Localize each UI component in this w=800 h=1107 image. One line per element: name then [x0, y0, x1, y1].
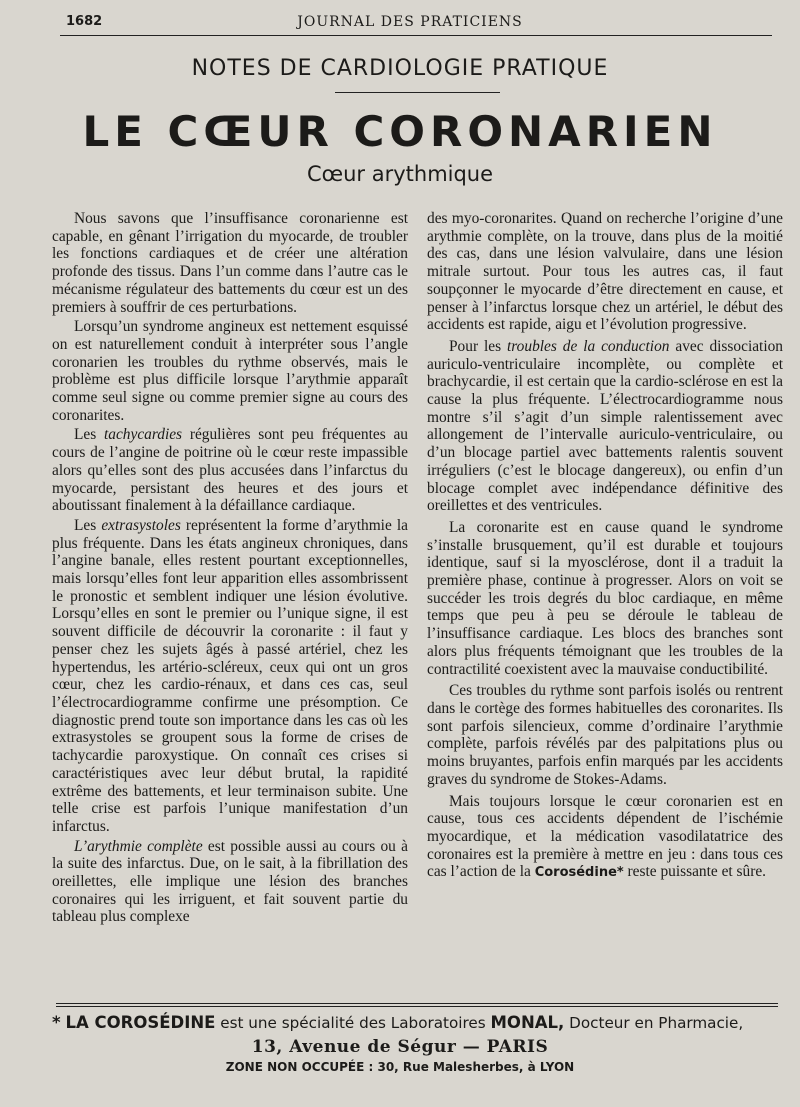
paragraph: Lorsqu’un syndrome angineux est nettement esquissé on est naturellement conduit à interpréter sous l’angle coronarien les troubles du rythme observés, mais le problème est plus difficile lorsque l’arythmie apparaît comme seul signe ou comme premier signe au cours des coronarites.: [52, 318, 408, 424]
text-run: Pour les: [449, 337, 507, 355]
advert-zone: [0, 1060, 800, 1074]
footer-rule: [56, 1003, 778, 1004]
paragraph: [52, 426, 408, 515]
title-divider: [335, 92, 500, 93]
advert-line: [52, 1013, 792, 1032]
text-run: Les: [74, 426, 104, 444]
text-run: reste puissante et sûre.: [623, 863, 767, 881]
journal-name: JOURNAL DES PRATICIENS: [297, 14, 523, 30]
right-column: [427, 210, 783, 886]
product-name: Corosédine*: [534, 865, 624, 881]
advert-text: est une spécialité des Laboratoires: [215, 1014, 491, 1032]
emphasis: extrasystoles: [101, 516, 181, 534]
emphasis: troubles de la conduction: [506, 337, 670, 355]
section-title: NOTES DE CARDIOLOGIE PRATIQUE: [191, 56, 609, 81]
text-run: régulières sont peu fréquentes au cours de l’angine de poitrine où le cœur reste impassible alors qu’elles sont des plus accusées dans l’infarctus du myocarde, persistant des heures et des jours et aboutissant finalement à la défaillance cardiaque.: [52, 426, 408, 515]
running-head: [60, 12, 760, 34]
left-column: [52, 210, 408, 928]
footer-rule-thin: [56, 1006, 778, 1007]
text-run: Les: [74, 516, 102, 534]
zone-address: 30, Rue Malesherbes, à LYON: [373, 1060, 575, 1074]
paragraph: Nous savons que l’insuffisance coronarienne est capable, en gênant l’irrigation du myocarde, de troubler les fonctions cardiaques et de créer une altération profonde des tissus. Dans l’un comme dans l’autre cas le mécanisme régulateur des battements du cœur est un des premiers à souffrir de ces perturbations.: [52, 210, 408, 316]
emphasis: L’arythmie complète: [74, 837, 203, 855]
text-run: avec dissociation auriculo-ventriculaire incomplète, ou complète et brachycardie, il est certain que la cardio-sclérose en est la cause la plus fréquente. L’électrocardiogramme nous montre s’il s’agit d’un simple ralentissement avec allongement de l’intervalle auriculo-ventriculaire, ou d’un blocage partiel avec battements ralentis souvent irréguliers (c’est le blocage dangereux), ou enfin d’un blocage complet avec indépendance définitive des oreillettes et des ventricules.: [427, 337, 783, 515]
advert-lab: MONAL,: [490, 1013, 565, 1032]
emphasis: tachycardies: [103, 426, 183, 444]
text-run: est possible aussi au cours ou à la suite des infarctus. Due, on le sait, à la fibrillation des oreillettes, elle implique une lésion des branches coronaires qui les irriguent, et fait souvent partie du tableau plus complexe: [52, 837, 408, 926]
article-subtitle: Cœur arythmique: [306, 162, 494, 186]
header-rule: [60, 35, 772, 36]
advert-product: LA COROSÉDINE: [65, 1013, 216, 1032]
page-number: 1682: [66, 14, 103, 29]
paragraph: [52, 838, 408, 927]
advert-text: Docteur en Pharmacie,: [564, 1014, 744, 1032]
text-run: représentent la forme d’arythmie la plus fréquente. Dans les états angineux chroniques, dans l’angine banale, elles restent pourtant exceptionnelles, mais lorsqu’elles font leur apparition elles assombrissent le pronostic et semblent indiquer une lésion évolutive. Lorsqu’elles en sont le premier ou l’unique signe, il est souvent difficile de découvrir la coronarite : il faut y penser chez les sujets âgés à passé artériel, chez les hypertendus, les artério-scléreux, ceux qui ont un gros cœur, chez les cardio-rénaux, et dans ces cas, seul l’électrocardiogramme confirme une présomption. Ce diagnostic prend toute son importance dans les cas où les extrasystoles se groupent sous la forme de crises de tachycardie paroxystique. On connaît ces crises si caractéristiques avec leur début brutal, la rapidité extrême des battements, et leur terminaison subite. Une telle crise est parfois l’unique manifestation d’un infarctus.: [52, 516, 408, 835]
paragraph: [427, 793, 783, 883]
asterisk: *: [52, 1013, 61, 1032]
paragraph: Ces troubles du rythme sont parfois isolés ou rentrent dans le cortège des formes habituelles des coronarites. Ils sont parfois silencieux, comme d’ordinaire l’arythmie complète, parfois révélés par des palpitations plus ou moins bruyantes, parfois enfin marqués par les accidents graves du syndrome de Stokes-Adams.: [427, 682, 783, 788]
paragraph: [427, 338, 783, 515]
advert-address: 13, Avenue de Ségur — PARIS: [251, 1037, 549, 1057]
article-title: LE CŒUR CORONARIEN: [82, 107, 718, 156]
text-run: Mais toujours lorsque le cœur coronarien est en cause, tous ces accidents dépendent de l’ischémie myocardique, et la médication vasodilatatrice des coronaires est la première à mettre en jeu : dans tous ces cas l’action de la: [427, 792, 783, 881]
paragraph: La coronarite est en cause quand le syndrome s’installe brusquement, qu’il est durable et toujours identique, sauf si la myosclérose, dont il a traduit la première phase, continue à progresser. Alors on voit se succéder les trois degrés du bloc cardiaque, en même temps que peu à peu se déroule le tableau de l’insuffisance cardiaque. Les blocs des branches sont alors plus fréquents témoignant que les troubles de la contractilité coexistent avec la mauvaise conductibilité.: [427, 518, 783, 678]
zone-label: ZONE NON OCCUPÉE :: [225, 1060, 374, 1074]
paragraph: des myo-coronarites. Quand on recherche l’origine d’une arythmie complète, on la trouve, dans plus de la moitié des cas, dans une lésion valvulaire, dans une lésion mitrale surtout. Pour tous les autres cas, il faut soupçonner le myocarde d’être directement en cause, et penser à l’infarctus lorsque chez un artériel, le début des accidents est rapide, aigu et l’évolution progressive.: [427, 210, 783, 334]
paragraph: [52, 517, 408, 836]
